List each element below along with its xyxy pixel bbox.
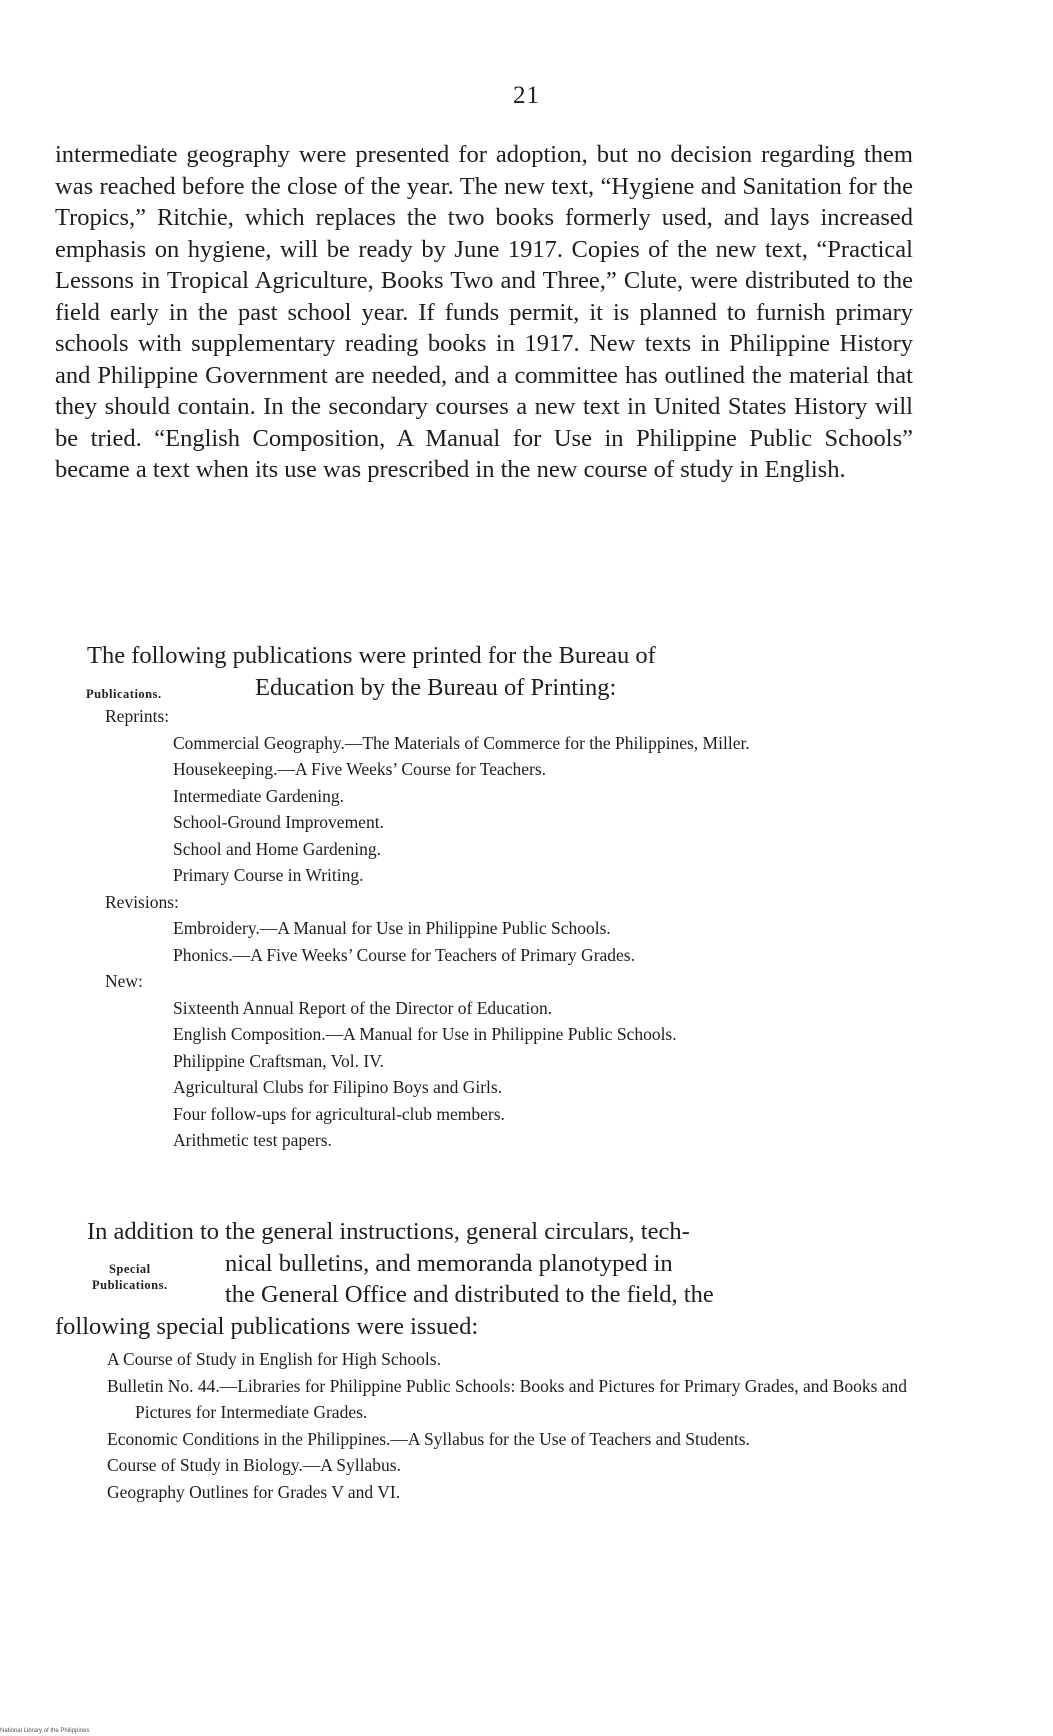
list-item: Four follow-ups for agricultural-club members. <box>173 1103 505 1124</box>
sidenote-special-line1: Special <box>108 1262 151 1276</box>
list-group-heading: Reprints: <box>105 706 170 726</box>
intro-paragraph <box>55 139 913 486</box>
publications-intro <box>55 640 913 703</box>
special-publications-list <box>55 1346 913 1505</box>
list-item: Bulletin No. 44.—Libraries for Philippine Public Schools: Books and Pictures for Primary Grades, and Books and Pictures for Intermediate Grades. <box>107 1375 908 1422</box>
sidenote-special <box>92 1261 168 1293</box>
list-item: Housekeeping.—A Five Weeks’ Course for Teachers. <box>173 759 547 779</box>
list-item: Primary Course in Writing. <box>173 865 364 885</box>
list-item: Commercial Geography.—The Materials of Commerce for the Philippines, Miller. <box>173 732 750 753</box>
list-item: School-Ground Improvement. <box>173 812 384 832</box>
list-item: Geography Outlines for Grades V and VI. <box>107 1481 401 1502</box>
footer-note: National Library of the Philippines <box>0 1728 90 1734</box>
special-intro-line3: the General Office and distributed to the field, the <box>225 1281 714 1308</box>
list-item: Sixteenth Annual Report of the Director of Education. <box>173 997 553 1018</box>
list-item: Course of Study in Biology.—A Syllabus. <box>107 1455 401 1475</box>
list-item: Economic Conditions in the Philippines.—A Syllabus for the Use of Teachers and Students. <box>107 1428 750 1449</box>
list-item: Embroidery.—A Manual for Use in Philippine Public Schools. <box>173 918 611 938</box>
special-intro-line1: In addition to the general instructions, general circulars, tech- <box>87 1218 690 1245</box>
publications-list <box>55 703 913 1154</box>
list-item: Phonics.—A Five Weeks’ Course for Teachers of Primary Grades. <box>173 944 635 965</box>
list-item: Arithmetic test papers. <box>173 1130 332 1150</box>
list-item: Intermediate Gardening. <box>173 785 345 806</box>
publications-intro-line2: Education by the Bureau of Printing: <box>255 673 617 701</box>
special-intro-line4: following special publications were issued: <box>55 1312 479 1340</box>
list-item: Agricultural Clubs for Filipino Boys and Girls. <box>173 1077 503 1097</box>
list-group-heading: Revisions: <box>105 891 179 912</box>
list-item: Philippine Craftsman, Vol. IV. <box>173 1050 384 1071</box>
sidenote-publications: Publications. <box>86 687 162 701</box>
special-intro <box>55 1216 913 1342</box>
list-item: School and Home Gardening. <box>173 838 382 859</box>
intro-text: intermediate geography were presented for adoption, but no decision regarding them was reached before the close of the year. The new text, “Hygiene and Sanitation for the Tropics,” Ritchie, which replaces the two books formerly used, and lays increased emphasis on hygiene, will be ready by June 1917. Copies of the new text, “Practical Lessons in Tropical Agriculture, Books Two and Three,” Clute, were distributed to the field early in the past school year. If funds permit, it is planned to furnish primary schools with supplementary reading books in 1917. New texts in Philippine History and Philippine Government are needed, and a committee has outlined the material that they should contain. In the secondary courses a new text in United States History will be tried. “English Composition, A Manual for Use in Philippine Public Schools” became a text when its use was prescribed in the new course of study in English. <box>55 141 913 483</box>
special-intro-line2: nical bulletins, and memoranda planotyped in <box>225 1249 673 1277</box>
page-number: 21 <box>513 82 540 109</box>
list-item: English Composition.—A Manual for Use in Philippine Public Schools. <box>173 1024 677 1044</box>
list-group-heading: New: <box>105 971 143 991</box>
list-item: A Course of Study in English for High Schools. <box>107 1349 441 1369</box>
sidenote-special-line2: Publications. <box>92 1278 168 1292</box>
publications-intro-line1: The following publications were printed for the Bureau of <box>87 642 656 669</box>
